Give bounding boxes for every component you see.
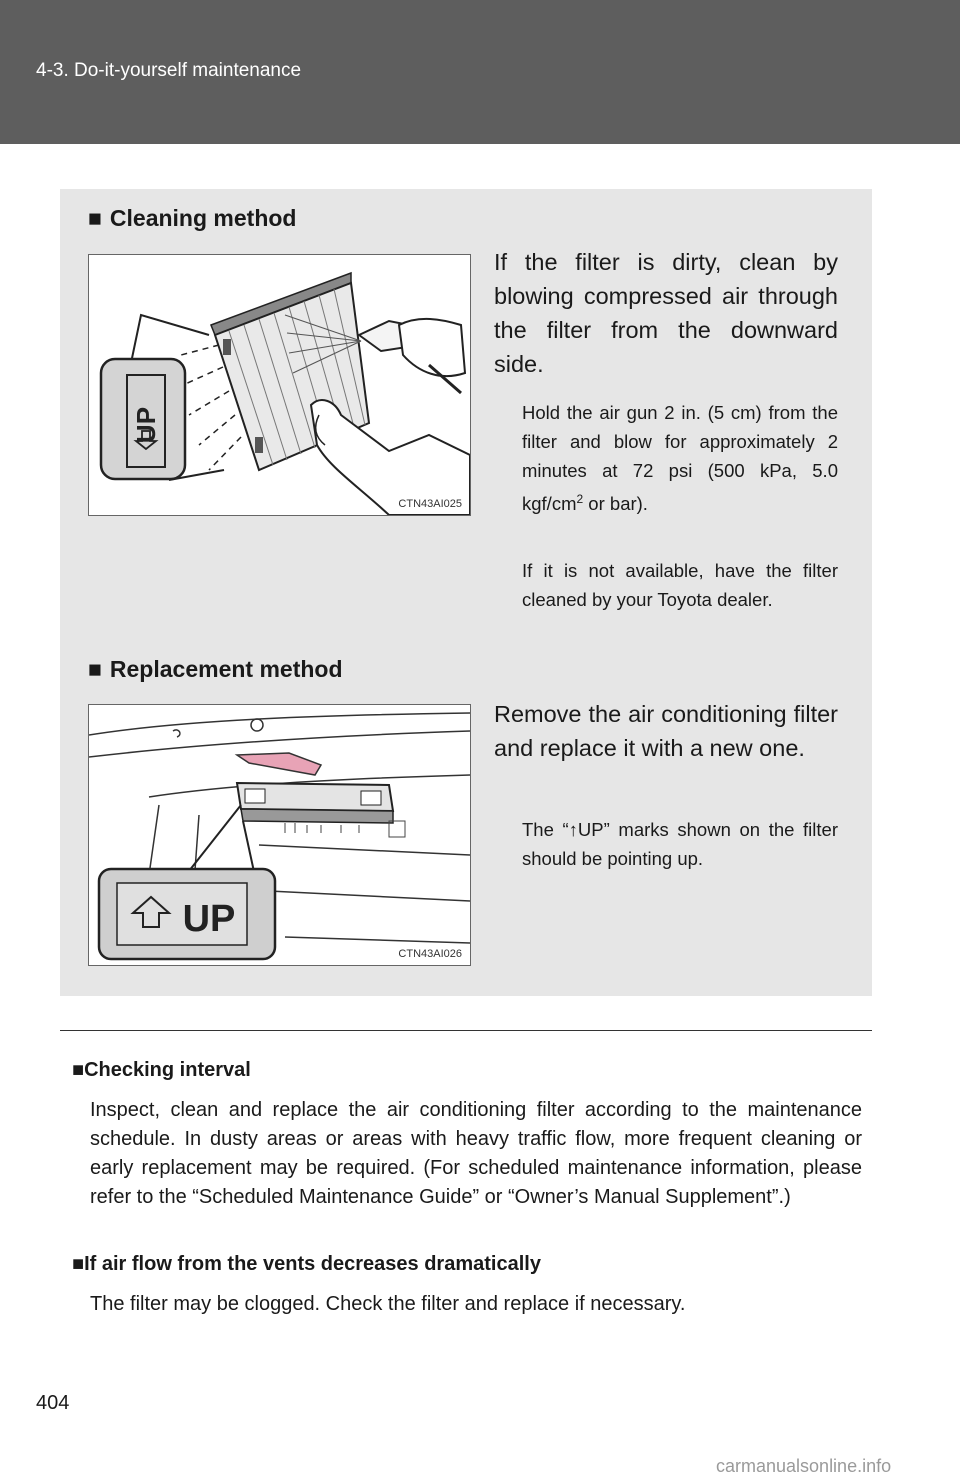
up-mark-label: UP (131, 406, 161, 444)
air-flow-text: The filter may be clogged. Check the filter and replace if necessary. (90, 1293, 686, 1315)
cleaning-lead-text: If the filter is dirty, clean by blowing compressed air through the filter from the downward side. (494, 249, 838, 377)
heading-square-icon: ■ (88, 656, 102, 682)
heading-square-icon: ■ (72, 1059, 85, 1081)
filter-replacement-illustration (89, 705, 470, 965)
page-header (0, 0, 960, 144)
figure-caption: CTN43AI026 (398, 948, 462, 960)
heading-square-icon: ■ (88, 205, 102, 231)
page-number: 404 (36, 1392, 70, 1414)
replacement-method-heading: ■ Replacement method (88, 656, 343, 682)
air-flow-heading: ■If air flow from the vents decreases dramatically (72, 1253, 541, 1275)
cleaning-method-heading: ■ Cleaning method (88, 205, 297, 231)
cleaning-figure (88, 254, 471, 516)
filter-cleaning-illustration (89, 255, 470, 515)
heading-square-icon: ■ (72, 1253, 85, 1275)
cleaning-note-dealer: If it is not available, have the filter cleaned by your Toyota dealer. (522, 560, 838, 610)
up-mark-label: UP (182, 898, 236, 940)
replacement-lead-text: Remove the air conditioning filter and replace it with a new one. (494, 701, 838, 761)
section-title: 4-3. Do-it-yourself maintenance (36, 60, 302, 81)
checking-interval-heading: ■Checking interval (72, 1059, 251, 1081)
replacement-figure (88, 704, 471, 966)
cleaning-note-air-gun: Hold the air gun 2 in. (5 cm) from the filter and blow for approximately 2 minutes at 72 psi (500 kPa, 5.0 kgf/$cm^2$ or bar). (522, 402, 838, 515)
checking-interval-text: Inspect, clean and replace the air conditioning filter according to the maintenance schedule. In dusty areas or areas with heavy traffic flow, more frequent cleaning or early replacement may be required. (For scheduled maintenance information, please refer to the “Scheduled Maintenance Guide” or “Owner’s Manual Supplement”.) (90, 1099, 862, 1208)
replacement-note-up-marks: The “↑UP” marks shown on the filter should be pointing up. (522, 819, 838, 869)
site-watermark: carmanualsonline.info (716, 1456, 892, 1476)
section-divider (60, 1030, 872, 1031)
figure-caption: CTN43AI025 (398, 498, 462, 510)
